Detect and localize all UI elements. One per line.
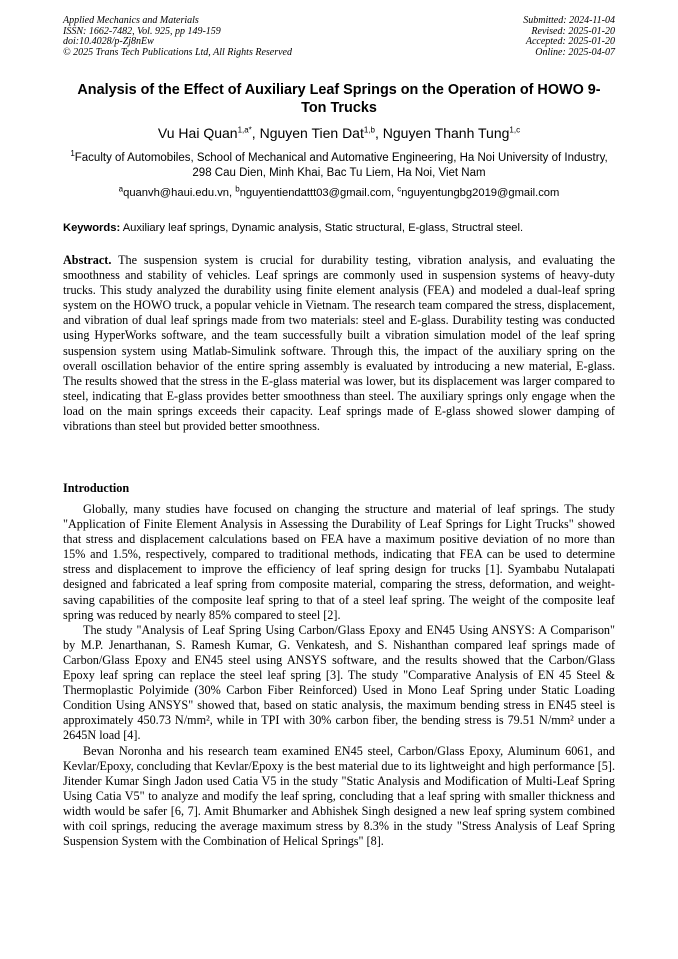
affiliation <box>63 151 615 181</box>
email-marker: a <box>118 184 124 194</box>
email-link[interactable]: quanvh@haui.edu.vn <box>123 187 230 199</box>
author-list <box>63 124 615 142</box>
paper-title: Analysis of the Effect of Auxiliary Leaf Springs on the Operation of HOWO 9-Ton Trucks <box>77 82 601 116</box>
author-separator: , <box>251 125 260 141</box>
date-submitted: Submitted: 2024-11-04 <box>523 15 615 26</box>
author-affiliation-marker: 1,a* <box>237 125 252 135</box>
author-name: Nguyen Thanh Tung <box>382 125 510 141</box>
journal-copyright: © 2025 Trans Tech Publications Ltd, All Rights Reserved <box>63 46 292 58</box>
journal-doi: doi:10.4028/p-Zj8nEw <box>63 36 154 48</box>
abstract <box>63 253 615 434</box>
keywords <box>63 221 615 235</box>
introduction-body <box>63 502 615 849</box>
email-marker: b <box>235 184 240 194</box>
author-name: Vu Hai Quan <box>157 125 238 141</box>
email-separator: , <box>229 187 236 199</box>
paragraph: The study "Analysis of Leaf Spring Using Carbon/Glass Epoxy and EN45 Using ANSYS: A Comparison" by M.P. Jenarthanan, S. Ramesh Kumar, G. Venkatesh, and S. Nishanthan compared leaf springs made of Carbon/Glass Epoxy and EN45 steel using ANSYS software, and the results showed that the Carbon/Glass Epoxy leaf spring can replace the steel leaf spring [3]. The study "Comparative Analysis of EN 45 Steel & Thermoplastic Polyimide (30% Carbon Fiber Reinforced) Used in Mono Leaf Spring under Static Loading Condition Using ANSYS" showed that, based on static analysis, the maximum bending stress in EN45 steel is approximately 450.73 N/mm², while in TPI with 30% carbon fiber, the bending stress is 79.51 N/mm² under a 2645N load [4]. <box>63 622 615 743</box>
email-link[interactable]: nguyentungbg2019@gmail.com <box>401 187 560 199</box>
abstract-text: The suspension system is crucial for durability testing, vibration analysis, and evaluating the smoothness and stability of vehicles. Leaf springs are commonly used in suspension systems of heavy-duty trucks. This study analyzed the durability using finite element analysis (FEA) and modeled a dual-leaf spring system on the HOWO truck, a popular vehicle in Vietnam. The research team compared the stress, displacement, and vibration of dual leaf springs made from two materials: steel and E-glass. Durability testing was conducted using HyperWorks software, and the team successfully built a vibration simulation model of the leaf spring suspension system using Matlab-Simulink software. Through this, the impact of the auxiliary spring on the overall oscillation behavior of the entire spring assembly is evaluated by introducing a new material, E-glass. The results showed that the stress in the E-glass material was lower, but its displacement was larger compared to steel, indicating that E-glass provides better smoothness than steel. The auxiliary springs only engage when the load on the main springs exceeds their capacity. Leaf springs made of E-glass showed slower damping of vibrations than steel but provided better smoothness. <box>63 253 616 434</box>
publication-dates <box>523 16 615 58</box>
author-separator: , <box>375 125 383 141</box>
abstract-label: Abstract. <box>63 253 112 267</box>
date-online: Online: 2025-04-07 <box>535 46 615 58</box>
date-accepted: Accepted: 2025-01-20 <box>525 36 615 48</box>
journal-name: Applied Mechanics and Materials <box>63 15 199 26</box>
journal-info <box>63 16 292 58</box>
paragraph: Bevan Noronha and his research team examined EN45 steel, Carbon/Glass Epoxy, Aluminum 6061, and Kevlar/Epoxy, concluding that Kevlar/Epoxy is the best material due to its lightweight and high performance [5]. Jitender Kumar Singh Jadon used Catia V5 in the study "Static Analysis and Modification of Multi-Leaf Spring Using Catia V5" to analyze and modify the leaf spring, concluding that a leaf spring with smaller thickness and width would be safer [6, 7]. Amit Bhumarker and Abhishek Singh designed a new leaf spring system combined with coil springs, reducing the average maximum stress by 8.3% in the study "Stress Analysis of Leaf Spring Suspension System with the Combination of Helical Springs" [8]. <box>63 743 615 849</box>
journal-issn: ISSN: 1662-7482, Vol. 925, pp 149-159 <box>63 25 221 37</box>
paragraph: Globally, many studies have focused on changing the structure and material of leaf springs. The study "Application of Finite Element Analysis in Assessing the Durability of Leaf Springs for Light Trucks" showed that stress and displacement calculations based on FEA have a maximum positive deviation of no more than 15% and 1.5%, respectively, compared to traditional methods, indicating that FEA can be used to determine stress and displacement to improve the efficiency of leaf spring design for trucks [1]. Syambabu Nutalapati designed and fabricated a leaf spring from composite material, comparing the stress, deformation, and weight-saving capabilities of the composite leaf spring to that of a steel leaf spring. The weight of the composite leaf spring was reduced by nearly 85% compared to steel [2]. <box>63 502 615 622</box>
author-name: Nguyen Tien Dat <box>259 125 364 141</box>
author-affiliation-marker: 1,b <box>363 125 375 135</box>
author-emails <box>63 186 615 200</box>
keywords-label: Keywords: <box>63 222 121 234</box>
section-heading-introduction: Introduction <box>63 481 130 495</box>
email-link[interactable]: nguyentiendattt03@gmail.com <box>239 187 391 199</box>
affiliation-text: Faculty of Automobiles, School of Mechanical and Automative Engineering, Ha Noi University of Industry, 298 Cau Dien, Minh Khai, Bac Tu Liem, Ha Noi, Viet Nam <box>74 152 608 179</box>
date-revised: Revised: 2025-01-20 <box>531 25 615 37</box>
email-marker: c <box>397 184 402 194</box>
keywords-text: Auxiliary leaf springs, Dynamic analysis, Static structural, E-glass, Structral steel. <box>122 222 524 234</box>
affiliation-marker: 1 <box>70 149 75 159</box>
email-separator: , <box>390 187 398 199</box>
author-affiliation-marker: 1,c <box>509 125 521 135</box>
